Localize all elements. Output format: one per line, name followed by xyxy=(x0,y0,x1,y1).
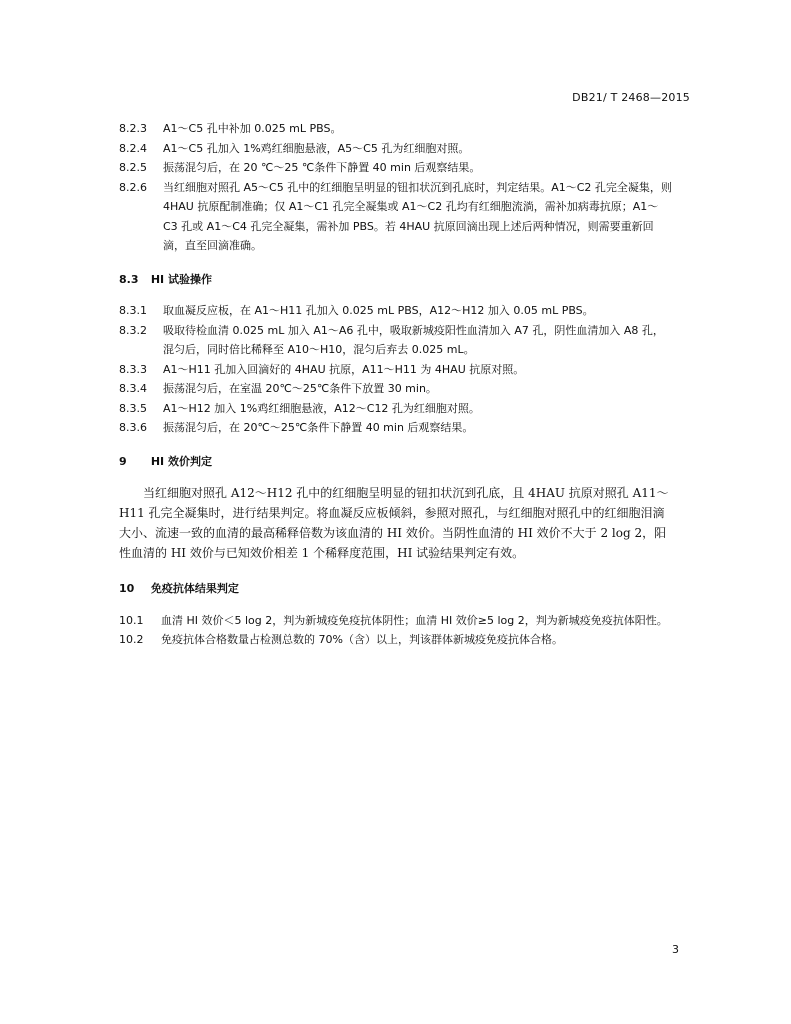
clause-text: 取血凝反应板，在 A1～H11 孔加入 0.025 mL PBS，A12～H12 加入 0.05 mL PBS。 xyxy=(163,304,594,317)
clause-number: 8.2.6 xyxy=(119,180,147,194)
clause-text: A1～C5 孔加入 1%鸡红细胞悬液，A5～C5 孔为红细胞对照。 xyxy=(163,141,470,155)
section-number: 9 xyxy=(119,454,127,468)
clause-text: 血清 HI 效价＜5 log 2，判为新城疫免疫抗体阴性；血清 HI 效价≥5 log 2，判为新城疫免疫抗体阳性。 xyxy=(161,613,668,627)
clause-text: 振荡混匀后，在室温 20℃～25℃条件下放置 30 min。 xyxy=(163,382,437,395)
section-heading-9 xyxy=(119,452,672,472)
clause-10-1 xyxy=(119,611,672,631)
clause-10-2 xyxy=(119,630,672,650)
clause-8-3-4 xyxy=(119,379,672,399)
clause-8-2-5 xyxy=(119,158,672,178)
clause-number: 8.2.4 xyxy=(119,141,147,155)
clause-number: 8.3.3 xyxy=(119,362,147,376)
clause-number: 8.3.6 xyxy=(119,421,147,434)
clause-number: 8.3.1 xyxy=(119,304,147,317)
clause-8-3-3 xyxy=(119,360,672,380)
clause-text: A1～H11 孔加入回滴好的 4HAU 抗原，A11～H11 为 4HAU 抗原对照。 xyxy=(163,362,525,376)
section-heading-8-3 xyxy=(119,270,672,290)
clause-8-3-1 xyxy=(119,301,672,321)
section-heading-10 xyxy=(119,579,672,599)
clause-8-2-6 xyxy=(119,178,672,256)
section-title: HI 试验操作 xyxy=(150,272,212,286)
page-number: 3 xyxy=(672,943,679,956)
clause-number: 10.2 xyxy=(119,633,144,646)
clause-8-2-4 xyxy=(119,139,672,159)
section-number: 10 xyxy=(119,582,135,595)
section-title: HI 效价判定 xyxy=(150,454,212,468)
section-title: 免疫抗体结果判定 xyxy=(150,582,239,595)
clause-text: 免疫抗体合格数量占检测总数的 70%（含）以上，判该群体新城疫免疫抗体合格。 xyxy=(161,633,563,646)
clause-8-3-2 xyxy=(119,321,672,360)
clause-8-2-3 xyxy=(119,119,672,139)
clause-number: 8.2.5 xyxy=(119,161,147,174)
clause-number: 8.3.5 xyxy=(119,401,147,415)
clause-8-3-6 xyxy=(119,418,672,438)
clause-number: 10.1 xyxy=(119,613,144,627)
header-doc-code: DB21/ T 2468—2015 xyxy=(572,91,690,104)
clause-text: 振荡混匀后，在 20 ℃～25 ℃条件下静置 40 min 后观察结果。 xyxy=(163,161,481,174)
section-number: 8.3 xyxy=(119,272,139,286)
clause-text: 吸取待检血清 0.025 mL 加入 A1～A6 孔中，吸取新城疫阳性血清加入 A7 孔，阴性血清加入 A8 孔，混匀后，同时倍比稀释至 A10～H10，混匀后弃去 0.025 mL。 xyxy=(163,323,664,356)
document-body xyxy=(119,119,672,650)
clause-text: 当红细胞对照孔 A5～C5 孔中的红细胞呈明显的钮扣状沉到孔底时，判定结果。A1～C2 孔完全凝集，则 4HAU 抗原配制准确；仅 A1～C1 孔完全凝集或 A1～C2 孔均有红细胞流淌，需补加病毒抗原；A1～C3 孔或 A1～C4 孔完全凝集，需补加 PBS。若 4HAU 抗原回滴出现上述后两种情况，则需要重新回滴，直至回滴准确。 xyxy=(163,180,672,252)
clause-text: 振荡混匀后，在 20℃～25℃条件下静置 40 min 后观察结果。 xyxy=(163,421,474,434)
clause-text: A1～H12 加入 1%鸡红细胞悬液，A12～C12 孔为红细胞对照。 xyxy=(163,401,480,415)
clause-number: 8.3.2 xyxy=(119,323,147,337)
clause-number: 8.3.4 xyxy=(119,382,147,395)
clause-number: 8.2.3 xyxy=(119,122,147,135)
hi-titer-paragraph: 当红细胞对照孔 A12～H12 孔中的红细胞呈明显的钮扣状沉到孔底，且 4HAU 抗原对照孔 A11～H11 孔完全凝集时，进行结果判定。将血凝反应板倾斜，参照对照孔，与红细胞对照孔中的红细胞泪滴大小、流速一致的血清的最高稀释倍数为该血清的 HI 效价。当阴性血清的 HI 效价不大于 2 log 2，阳性血清的 HI 效价与已知效价相差 1 个稀释度范围，HI 试验结果判定有效。 xyxy=(119,486,669,560)
clause-8-3-5 xyxy=(119,399,672,419)
clause-text: A1～C5 孔中补加 0.025 mL PBS。 xyxy=(163,122,342,135)
